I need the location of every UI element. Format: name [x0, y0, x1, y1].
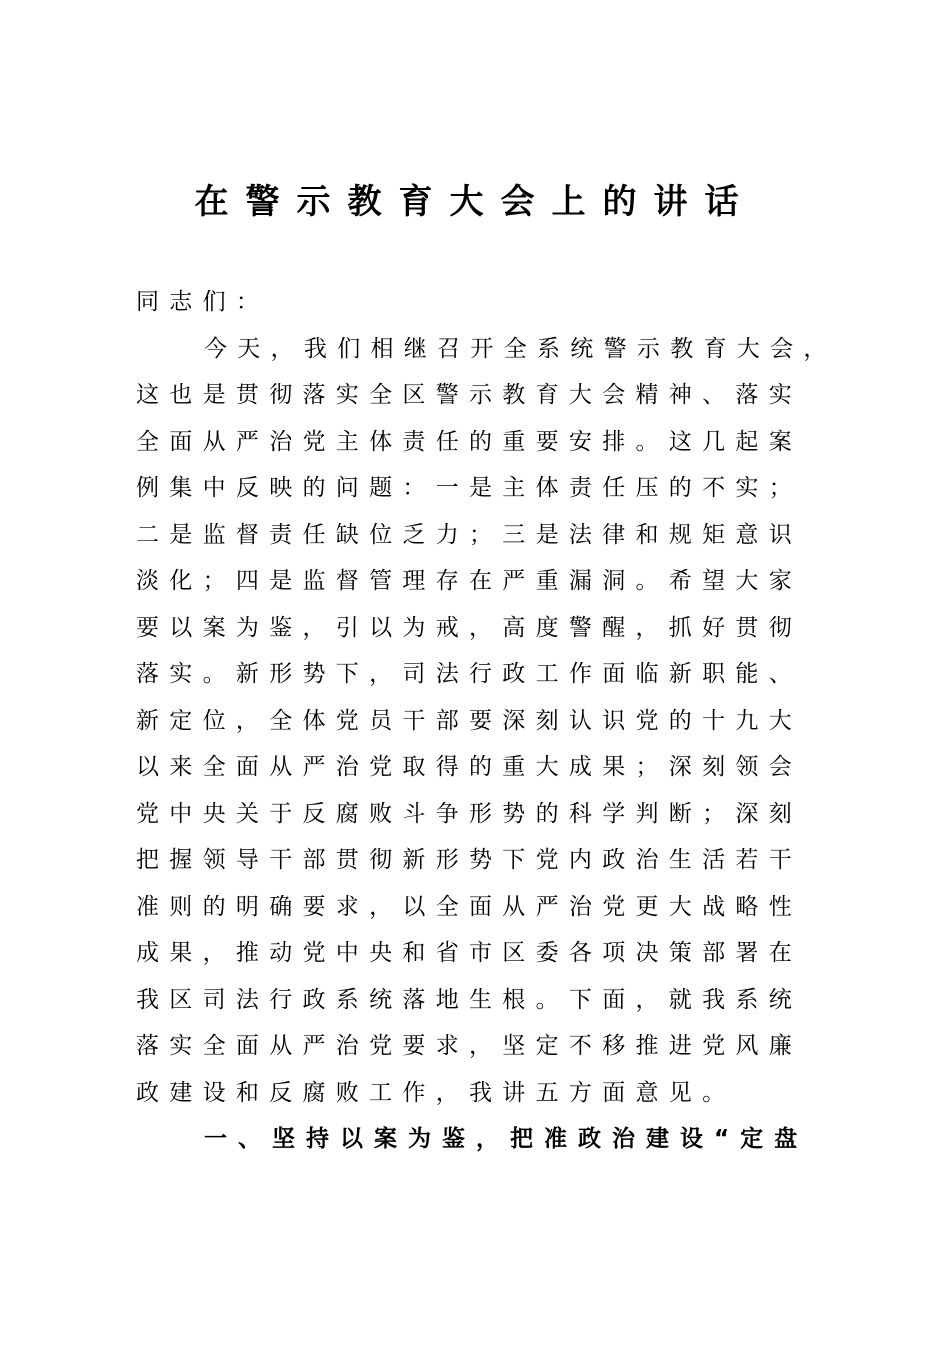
paragraph-line: 今天，我们相继召开全系统警示教育大会，	[204, 335, 837, 362]
paragraph-line: 新定位，全体党员干部要深刻认识党的十九大	[136, 707, 802, 734]
paragraph-line: 我区司法行政系统落地生根。下面，就我系统	[136, 986, 802, 1013]
paragraph-line: 淡化；四是监督管理存在严重漏洞。希望大家	[136, 568, 802, 594]
paragraph-line: 以来全面从严治党取得的重大成果；深刻领会	[136, 754, 802, 780]
paragraph-line: 这也是贯彻落实全区警示教育大会精神、落实	[136, 382, 802, 408]
paragraph-line: 把握领导干部贯彻新形势下党内政治生活若干	[136, 847, 802, 873]
paragraph-line: 党中央关于反腐败斗争形势的科学判断；深刻	[136, 800, 802, 827]
section-heading: 一、坚持以案为鉴，把准政治建设“定盘	[204, 1126, 809, 1152]
paragraph-line: 落实。新形势下，司法行政工作面临新职能、	[136, 661, 802, 687]
paragraph-line: 例集中反映的问题：一是主体责任压的不实；	[136, 475, 802, 501]
paragraph-line: 成果，推动党中央和省市区委各项决策部署在	[136, 940, 802, 966]
document-title: 在警示教育大会上的讲话	[194, 182, 756, 222]
speech-body	[136, 279, 836, 1163]
paragraph-line: 准则的明确要求，以全面从严治党更大战略性	[136, 893, 802, 920]
salutation-line: 同志们：	[136, 289, 270, 315]
paragraph-line: 全面从严治党主体责任的重要安排。这几起案	[136, 428, 802, 455]
paragraph-line: 二是监督责任缺位乏力；三是法律和规矩意识	[136, 521, 802, 548]
paragraph-line: 落实全面从严治党要求，坚定不移推进党风廉	[136, 1033, 802, 1059]
paragraph-line: 要以案为鉴，引以为戒，高度警醒，抓好贯彻	[136, 614, 802, 641]
paragraph-line: 政建设和反腐败工作，我讲五方面意见。	[136, 1079, 736, 1106]
